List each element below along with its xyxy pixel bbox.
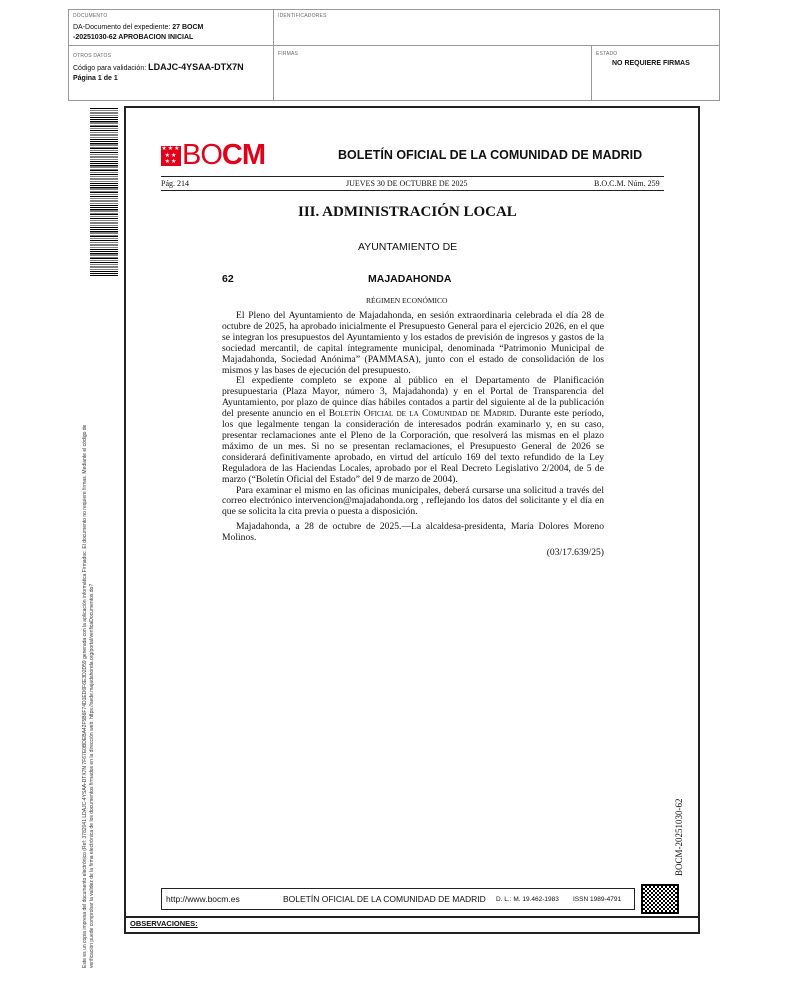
reference-code: (03/17.639/25) (546, 547, 604, 559)
codigo-value: LDAJC-4YSAA-DTX7N (148, 62, 244, 72)
footer-title: BOLETÍN OFICIAL DE LA COMUNIDAD DE MADRID (283, 894, 486, 904)
announcement-body (222, 311, 604, 559)
expediente-line2: -20251030-62 APROBACION INICIAL (73, 34, 194, 41)
pagina-info: Página 1 de 1 (73, 75, 118, 82)
madrid-stars-icon: ★★★ ★★ ★★ (161, 146, 181, 166)
observaciones-divider (124, 916, 700, 918)
ayuntamiento-heading: AYUNTAMIENTO DE (358, 241, 458, 253)
header-firmas-cell (273, 45, 592, 101)
side-text-line2: verificación puede comprobar la validez de la firma electrónica de los documentos firmados en la dirección web: https://sede.majadahonda.org/portal/verificaDocumentos.do? (88, 583, 95, 968)
qr-code (641, 884, 679, 914)
codigo-prefix: Código para validación: (73, 65, 149, 72)
header-identificadores-cell (273, 9, 720, 46)
footer-url[interactable]: http://www.bocm.es (166, 894, 240, 904)
section-heading: III. ADMINISTRACIÓN LOCAL (298, 204, 517, 220)
vertical-bocm-code: BOCM-20251030-62 (674, 798, 684, 876)
footer-issn: ISSN 1989-4791 (573, 896, 622, 903)
side-verification-text (82, 298, 95, 968)
bocm-title: BOLETÍN OFICIAL DE LA COMUNIDAD DE MADRID (338, 148, 643, 162)
expediente-bold: 27 BOCM (172, 24, 204, 31)
identificadores-label: IDENTIFICADORES (278, 13, 327, 19)
observaciones-label: OBSERVACIONES: (130, 919, 198, 928)
header-estado-cell (591, 45, 720, 101)
documento-label: DOCUMENTO (73, 13, 108, 19)
paragraph-2-smallcaps: Boletín Oficial de la Comunidad de Madrid (328, 408, 515, 420)
ad-number: 62 (222, 273, 234, 285)
expediente-prefix: DA-Documento del expediente: (73, 24, 173, 31)
paragraph-3: Para examinar el mismo en las oficinas municipales, deberá cursarse una solicitud a través del correo electrónico intervencion@majadahonda.org , reflejando los datos del solicitante y el día en que se solicita la cita previa o puesta a disposición. (222, 484, 604, 518)
header-documento-cell (68, 9, 274, 46)
estado-value: NO REQUIERE FIRMAS (612, 60, 690, 67)
side-text-line1: Este es un copia impresa del documento electrónico (Ref: 3782041 LDAJC-4YSAA-DTX7N 7F67E0BDEBA42F5B6F74D1ED6F6E3D2D59 generada con la aplicación informática Firmadoc. El documento no requiere firmas. Mediante el código de (82, 424, 88, 968)
logo-bo: BO (182, 139, 222, 171)
estado-label: ESTADO (596, 51, 618, 57)
otros-datos-label: OTROS DATOS (73, 53, 112, 59)
bocm-logo-text (182, 139, 265, 172)
paragraph-2-a: El expediente completo se expone al público en el Departamento de Planificación presupuestaria (Plaza Mayor, número 3, Majadahonda) y en el Portal de Transparencia del Ayuntamiento, por plazo de quince días hábiles contados a partir del siguiente al de la publicación del presente anuncio en el (222, 375, 604, 420)
paragraph-2-b: . Durante este período, los que legalmente tengan la consideración de interesados podrán examinarlo y, en su caso, presentar reclamaciones ante el Pleno de la Corporación, que resolverá las mismas en el plazo máximo de un mes. Si no se presentan reclamaciones, el Presupuesto General de 2026 se considerará definitivamente aprobado, en virtud del artículo 169 del texto refundido de la Ley Reguladora de las Haciendas Locales, aprobado por el Real Decreto Legislativo 2/2004, de 5 de marzo (“Boletín Oficial del Estado” del 9 de marzo de 2004). (222, 408, 604, 485)
footer-legal-deposit: D. L.: M. 19.462-1983 (496, 896, 559, 903)
firmas-label: FIRMAS (278, 51, 299, 57)
meta-rule-bottom (161, 190, 664, 191)
paragraph-2 (222, 376, 604, 485)
issue-date: JUEVES 30 DE OCTUBRE DE 2025 (346, 179, 468, 188)
barcode (90, 108, 118, 276)
paragraph-1: El Pleno del Ayuntamiento de Majadahonda, en sesión extraordinaria celebrada el día 28 de octubre de 2025, ha aprobado inicialmente el Presupuesto General para el ejercicio 2026, en el que se integran los presupuestos del Ayuntamiento y los estados de previsión de ingresos y gastos de la sociedad mercantil, de capital íntegramente municipal, denominada “Patrimonio Municipal de Majadahonda, Sociedad Anónima” (PAMMASA), junto con el estado de consolidación de los mismos y las bases de ejecución del presupuesto. (222, 310, 604, 376)
issue-number: B.O.C.M. Núm. 259 (594, 179, 660, 188)
meta-rule (161, 176, 664, 177)
expediente-line1 (73, 23, 203, 32)
page-number: Pág. 214 (161, 179, 189, 188)
logo-cm: CM (221, 139, 266, 171)
signature: Majadahonda, a 28 de octubre de 2025.—La alcaldesa-presidenta, María Dolores Moreno Molinos. (222, 521, 604, 544)
header-otros-datos-cell (68, 45, 274, 101)
municipality-heading: MAJADAHONDA (368, 273, 452, 285)
codigo-validacion (73, 63, 244, 73)
subject-heading: RÉGIMEN ECONÓMICO (366, 296, 448, 305)
